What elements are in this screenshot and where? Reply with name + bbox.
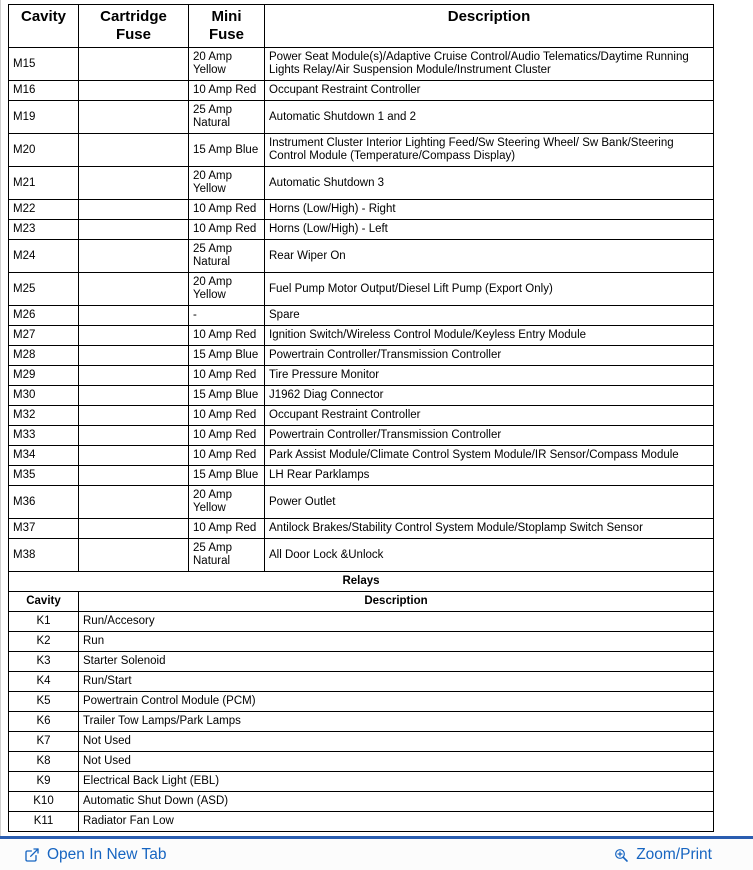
fuse-cell-cartridge xyxy=(79,240,189,273)
fuse-cell-description: Rear Wiper On xyxy=(265,240,714,273)
fuse-cell-mini: 25 Amp Natural xyxy=(189,240,265,273)
relay-cell-cavity: K4 xyxy=(9,672,79,692)
fuse-cell-cartridge xyxy=(79,326,189,346)
fuse-cell-cavity: M32 xyxy=(9,406,79,426)
relay-row xyxy=(9,772,714,792)
fuse-cell-description: Antilock Brakes/Stability Control System Module/Stoplamp Switch Sensor xyxy=(265,519,714,539)
fuse-row xyxy=(9,306,714,326)
fuse-cell-cavity: M25 xyxy=(9,273,79,306)
relay-cell-description: Starter Solenoid xyxy=(79,652,714,672)
fuse-cell-mini: 15 Amp Blue xyxy=(189,386,265,406)
fuse-cell-description: Automatic Shutdown 3 xyxy=(265,167,714,200)
fuse-cell-cavity: M30 xyxy=(9,386,79,406)
fuse-cell-cavity: M21 xyxy=(9,167,79,200)
fuse-cell-mini: 10 Amp Red xyxy=(189,326,265,346)
fuse-cell-cartridge xyxy=(79,446,189,466)
fuse-cell-mini: 25 Amp Natural xyxy=(189,101,265,134)
fuse-cell-description: Horns (Low/High) - Left xyxy=(265,220,714,240)
relay-row xyxy=(9,672,714,692)
relay-cell-description: Radiator Fan Low xyxy=(79,812,714,832)
relay-cell-cavity: K9 xyxy=(9,772,79,792)
fuse-cell-cavity: M24 xyxy=(9,240,79,273)
fuse-cell-description: Power Outlet xyxy=(265,486,714,519)
relay-row xyxy=(9,732,714,752)
relays-header-cavity: Cavity xyxy=(9,592,79,612)
fuse-row xyxy=(9,486,714,519)
fuse-cell-cavity: M37 xyxy=(9,519,79,539)
fuse-cell-cartridge xyxy=(79,220,189,240)
relays-header-description: Description xyxy=(79,592,714,612)
fuse-row xyxy=(9,101,714,134)
relay-section-head xyxy=(9,572,714,612)
fuse-cell-mini: 20 Amp Yellow xyxy=(189,167,265,200)
fuse-cell-mini: 10 Amp Red xyxy=(189,446,265,466)
fuse-cell-description: Fuel Pump Motor Output/Diesel Lift Pump (Export Only) xyxy=(265,273,714,306)
fuse-row xyxy=(9,426,714,446)
fuse-cell-mini: 10 Amp Red xyxy=(189,200,265,220)
fuse-cell-cavity: M19 xyxy=(9,101,79,134)
fuse-cell-description: Spare xyxy=(265,306,714,326)
fuse-cell-cartridge xyxy=(79,486,189,519)
relays-header-row xyxy=(9,592,714,612)
fuse-row xyxy=(9,326,714,346)
fuse-row xyxy=(9,519,714,539)
fuse-cell-description: Occupant Restraint Controller xyxy=(265,81,714,101)
relay-cell-cavity: K3 xyxy=(9,652,79,672)
fuse-cell-cavity: M34 xyxy=(9,446,79,466)
header-mini-fuse-label: Mini Fuse xyxy=(208,8,244,43)
relay-cell-cavity: K8 xyxy=(9,752,79,772)
relay-row xyxy=(9,632,714,652)
relay-cell-description: Electrical Back Light (EBL) xyxy=(79,772,714,792)
relay-cell-cavity: K6 xyxy=(9,712,79,732)
fuse-cell-mini: 15 Amp Blue xyxy=(189,346,265,366)
fuse-row xyxy=(9,466,714,486)
fuse-cell-cavity: M23 xyxy=(9,220,79,240)
fuse-cell-mini: 10 Amp Red xyxy=(189,366,265,386)
relay-cell-description: Run/Start xyxy=(79,672,714,692)
fuse-row xyxy=(9,240,714,273)
fuse-cell-cavity: M15 xyxy=(9,48,79,81)
fuse-row xyxy=(9,346,714,366)
relay-row xyxy=(9,692,714,712)
fuse-cell-cartridge xyxy=(79,366,189,386)
fuse-table-body xyxy=(9,48,714,572)
relay-cell-description: Trailer Tow Lamps/Park Lamps xyxy=(79,712,714,732)
relay-row xyxy=(9,712,714,732)
header-cartridge-fuse xyxy=(79,5,189,48)
relay-cell-description: Not Used xyxy=(79,732,714,752)
header-cartridge-fuse-label: Cartridge Fuse xyxy=(100,8,167,43)
fuse-cell-cavity: M26 xyxy=(9,306,79,326)
header-cavity xyxy=(9,5,79,48)
fuse-row xyxy=(9,539,714,572)
fuse-cell-mini: 10 Amp Red xyxy=(189,426,265,446)
fuse-cell-description: Powertrain Controller/Transmission Controller xyxy=(265,426,714,446)
open-in-new-tab-label: Open In New Tab xyxy=(47,845,167,863)
fuse-cell-cartridge xyxy=(79,134,189,167)
relay-row xyxy=(9,612,714,632)
fuse-cell-description: Automatic Shutdown 1 and 2 xyxy=(265,101,714,134)
fuse-cell-cartridge xyxy=(79,519,189,539)
fuse-cell-description: Tire Pressure Monitor xyxy=(265,366,714,386)
header-mini-fuse xyxy=(189,5,265,48)
fuse-cell-cavity: M28 xyxy=(9,346,79,366)
fuse-cell-cavity: M29 xyxy=(9,366,79,386)
fuse-cell-cartridge xyxy=(79,48,189,81)
fuse-cell-mini: 10 Amp Red xyxy=(189,406,265,426)
fuse-cell-cartridge xyxy=(79,406,189,426)
fuse-cell-cartridge xyxy=(79,81,189,101)
fuse-cell-cavity: M33 xyxy=(9,426,79,446)
fuse-cell-cartridge xyxy=(79,466,189,486)
fuse-row xyxy=(9,406,714,426)
fuse-row xyxy=(9,167,714,200)
relay-row xyxy=(9,792,714,812)
relay-cell-cavity: K7 xyxy=(9,732,79,752)
fuse-header-row xyxy=(9,5,714,48)
fuse-cell-cavity: M22 xyxy=(9,200,79,220)
zoom-print-label: Zoom/Print xyxy=(636,845,712,863)
fuse-row xyxy=(9,220,714,240)
fuse-cell-description: Park Assist Module/Climate Control System Module/IR Sensor/Compass Module xyxy=(265,446,714,466)
fuse-cell-description: Ignition Switch/Wireless Control Module/Keyless Entry Module xyxy=(265,326,714,346)
relay-row xyxy=(9,752,714,772)
fuse-cell-cavity: M16 xyxy=(9,81,79,101)
relay-row xyxy=(9,812,714,832)
fuse-cell-mini: 25 Amp Natural xyxy=(189,539,265,572)
fuse-cell-cavity: M20 xyxy=(9,134,79,167)
fuse-cell-cartridge xyxy=(79,346,189,366)
fuse-cell-cartridge xyxy=(79,167,189,200)
relay-cell-cavity: K11 xyxy=(9,812,79,832)
relay-cell-description: Automatic Shut Down (ASD) xyxy=(79,792,714,812)
fuse-row xyxy=(9,366,714,386)
relay-cell-cavity: K10 xyxy=(9,792,79,812)
fuse-cell-mini: 20 Amp Yellow xyxy=(189,48,265,81)
fuse-cell-cartridge xyxy=(79,273,189,306)
fuse-cell-description: Instrument Cluster Interior Lighting Feed/Sw Steering Wheel/ Sw Bank/Steering Control Module (Temperature/Compass Display) xyxy=(265,134,714,167)
relays-title: Relays xyxy=(9,572,714,592)
relays-title-row xyxy=(9,572,714,592)
fuse-cell-mini: 10 Amp Red xyxy=(189,81,265,101)
fuse-row xyxy=(9,273,714,306)
fuse-cell-mini: - xyxy=(189,306,265,326)
fuse-cell-cartridge xyxy=(79,539,189,572)
relay-row xyxy=(9,652,714,672)
header-cavity-label: Cavity xyxy=(20,8,67,25)
relay-table-body xyxy=(9,612,714,832)
fuse-cell-cavity: M36 xyxy=(9,486,79,519)
fuse-row xyxy=(9,48,714,81)
fuse-cell-cavity: M27 xyxy=(9,326,79,346)
fuse-cell-description: Power Seat Module(s)/Adaptive Cruise Control/Audio Telematics/Daytime Running Lights Relay/Air Suspension Module/Instrument Cluster xyxy=(265,48,714,81)
viewer-footer xyxy=(0,836,753,870)
header-description-label: Description xyxy=(447,8,531,25)
fuse-cell-description: Powertrain Controller/Transmission Controller xyxy=(265,346,714,366)
fuse-cell-cartridge xyxy=(79,426,189,446)
fuse-cell-cartridge xyxy=(79,386,189,406)
relay-cell-description: Run xyxy=(79,632,714,652)
header-description xyxy=(265,5,714,48)
relay-cell-description: Not Used xyxy=(79,752,714,772)
open-in-new-tab-link[interactable] xyxy=(24,846,166,864)
fuse-cell-description: J1962 Diag Connector xyxy=(265,386,714,406)
fuse-cell-mini: 10 Amp Red xyxy=(189,519,265,539)
relay-cell-description: Powertrain Control Module (PCM) xyxy=(79,692,714,712)
fuse-cell-cartridge xyxy=(79,101,189,134)
fuse-cell-cavity: M38 xyxy=(9,539,79,572)
fuse-cell-description: All Door Lock &Unlock xyxy=(265,539,714,572)
page-edge-line xyxy=(0,0,1,870)
fuse-row xyxy=(9,134,714,167)
fuse-cell-cartridge xyxy=(79,306,189,326)
fuse-row xyxy=(9,200,714,220)
fuse-cell-description: Horns (Low/High) - Right xyxy=(265,200,714,220)
relay-cell-cavity: K1 xyxy=(9,612,79,632)
fuse-cell-mini: 20 Amp Yellow xyxy=(189,273,265,306)
fuse-cell-mini: 10 Amp Red xyxy=(189,220,265,240)
fuse-row xyxy=(9,386,714,406)
relay-cell-description: Run/Accesory xyxy=(79,612,714,632)
open-in-new-tab-icon xyxy=(24,847,40,863)
relay-cell-cavity: K2 xyxy=(9,632,79,652)
fuse-cell-description: Occupant Restraint Controller xyxy=(265,406,714,426)
zoom-magnifier-icon xyxy=(613,847,629,863)
fuse-relay-table xyxy=(8,4,714,832)
relay-cell-cavity: K5 xyxy=(9,692,79,712)
fuse-row xyxy=(9,81,714,101)
fuse-cell-mini: 20 Amp Yellow xyxy=(189,486,265,519)
fuse-cell-cavity: M35 xyxy=(9,466,79,486)
fuse-cell-description: LH Rear Parklamps xyxy=(265,466,714,486)
fuse-row xyxy=(9,446,714,466)
zoom-print-link[interactable] xyxy=(613,846,712,864)
fuse-cell-mini: 15 Amp Blue xyxy=(189,466,265,486)
fuse-cell-mini: 15 Amp Blue xyxy=(189,134,265,167)
fuse-cell-cartridge xyxy=(79,200,189,220)
fuse-chart xyxy=(8,4,714,832)
